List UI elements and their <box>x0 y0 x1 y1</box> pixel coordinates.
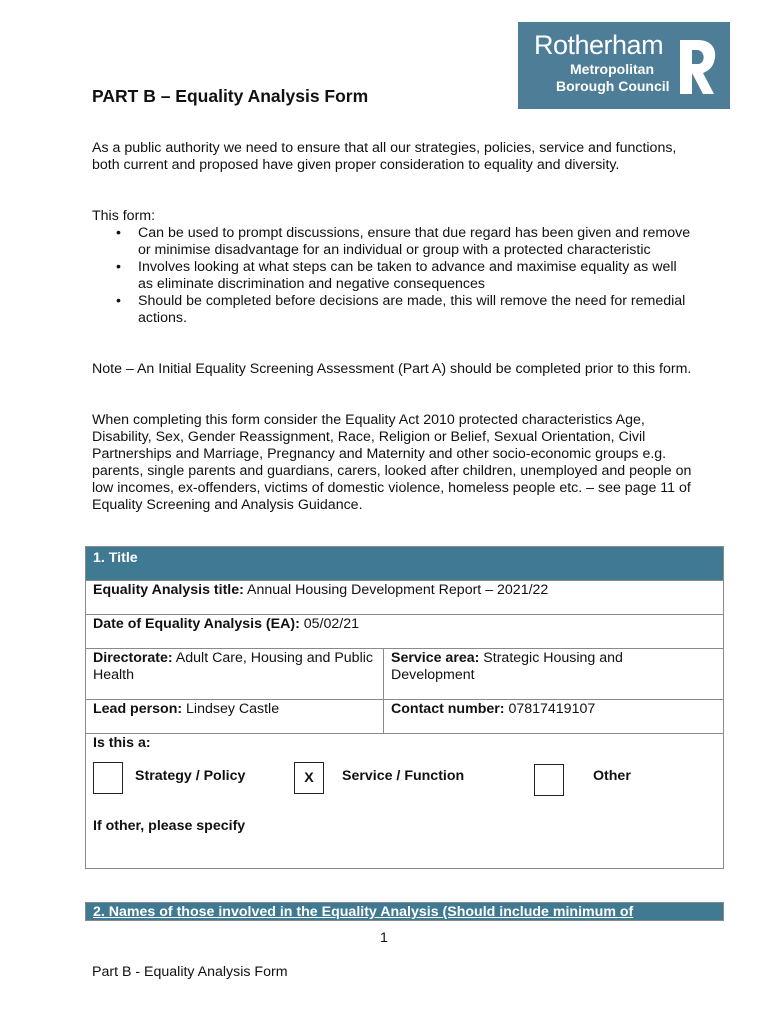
date-value: 05/02/21 <box>299 616 359 632</box>
lead-value: Lindsey Castle <box>182 701 280 717</box>
strategy-policy-label: Strategy / Policy <box>135 768 246 784</box>
list-item: • Should be completed before decisions are made, this will remove the need for remedial actions. <box>92 293 692 327</box>
intro-paragraph: As a public authority we need to ensure that all our strategies, policies, service and functions, both current and proposed have given proper consideration to equality and diversity. <box>92 140 677 173</box>
contact-label: Contact number: <box>391 701 505 717</box>
directorate-value: Adult Care, Housing and Public Health <box>93 650 373 683</box>
other-label: Other <box>593 768 631 784</box>
list-item: • Involves looking at what steps can be taken to advance and maximise equality as well as eliminate discrimination and negative consequences <box>92 259 692 293</box>
section1-header <box>85 546 724 581</box>
logo-line3: Borough Council <box>556 78 670 94</box>
service-area-value: Strategic Housing and Development <box>391 650 623 683</box>
other-checkbox[interactable] <box>534 764 564 796</box>
directorate-label: Directorate: <box>93 650 173 666</box>
logo-r-mark-icon <box>678 36 718 98</box>
council-logo <box>518 22 730 109</box>
logo-line2: Metropolitan <box>570 61 654 77</box>
directorate-row <box>85 648 724 700</box>
page-title: PART B – Equality Analysis Form <box>92 86 369 106</box>
lead-row <box>85 699 724 734</box>
contact-value: 07817419107 <box>504 701 596 717</box>
logo-name: Rotherham <box>534 30 664 60</box>
bullet-list <box>92 225 692 327</box>
date-row <box>85 614 724 649</box>
lead-label: Lead person: <box>93 701 183 717</box>
if-other-label: If other, please specify <box>93 818 246 834</box>
date-label: Date of Equality Analysis (EA): <box>93 616 300 632</box>
service-function-label: Service / Function <box>342 768 465 784</box>
list-item: • Can be used to prompt discussions, ensure that due regard has been given and remove or minimise disadvantage for an individual or group with a protected characteristic <box>92 225 692 259</box>
service-area-label: Service area: <box>391 650 480 666</box>
is-this-a-label: Is this a: <box>93 735 151 751</box>
type-row <box>85 733 724 869</box>
strategy-policy-checkbox[interactable] <box>93 762 123 794</box>
guidance-paragraph: When completing this form consider the Equality Act 2010 protected characteristics Age, Disability, Sex, Gender Reassignment, Race, Religion or Belief, Sexual Orientation, Civil Partnerships and Marriage, Pregnancy and Maternity and other socio-economic groups e.g. parents, single parents and guardians, carers, looked after children, unemployed and people on low incomes, ex-offenders, victims of domestic violence, homeless people etc. – see page 11 of Equality Screening and Analysis Guidance. <box>92 412 692 513</box>
section2-header <box>85 902 724 921</box>
section2-heading: 2. Names of those involved in the Equality Analysis (Should include minimum of <box>93 904 634 920</box>
ea-title-label: Equality Analysis title: <box>93 582 244 598</box>
ea-title-value: Annual Housing Development Report – 2021/22 <box>243 582 549 598</box>
section1-heading: 1. Title <box>93 550 138 566</box>
this-form-label: This form: <box>92 208 156 224</box>
ea-title-row <box>85 580 724 615</box>
page-number: 1 <box>380 930 388 946</box>
page-footer: Part B - Equality Analysis Form <box>92 964 288 980</box>
note-paragraph: Note – An Initial Equality Screening Assessment (Part A) should be completed prior to this form. <box>92 361 692 377</box>
service-function-checkbox[interactable]: X <box>294 762 324 794</box>
